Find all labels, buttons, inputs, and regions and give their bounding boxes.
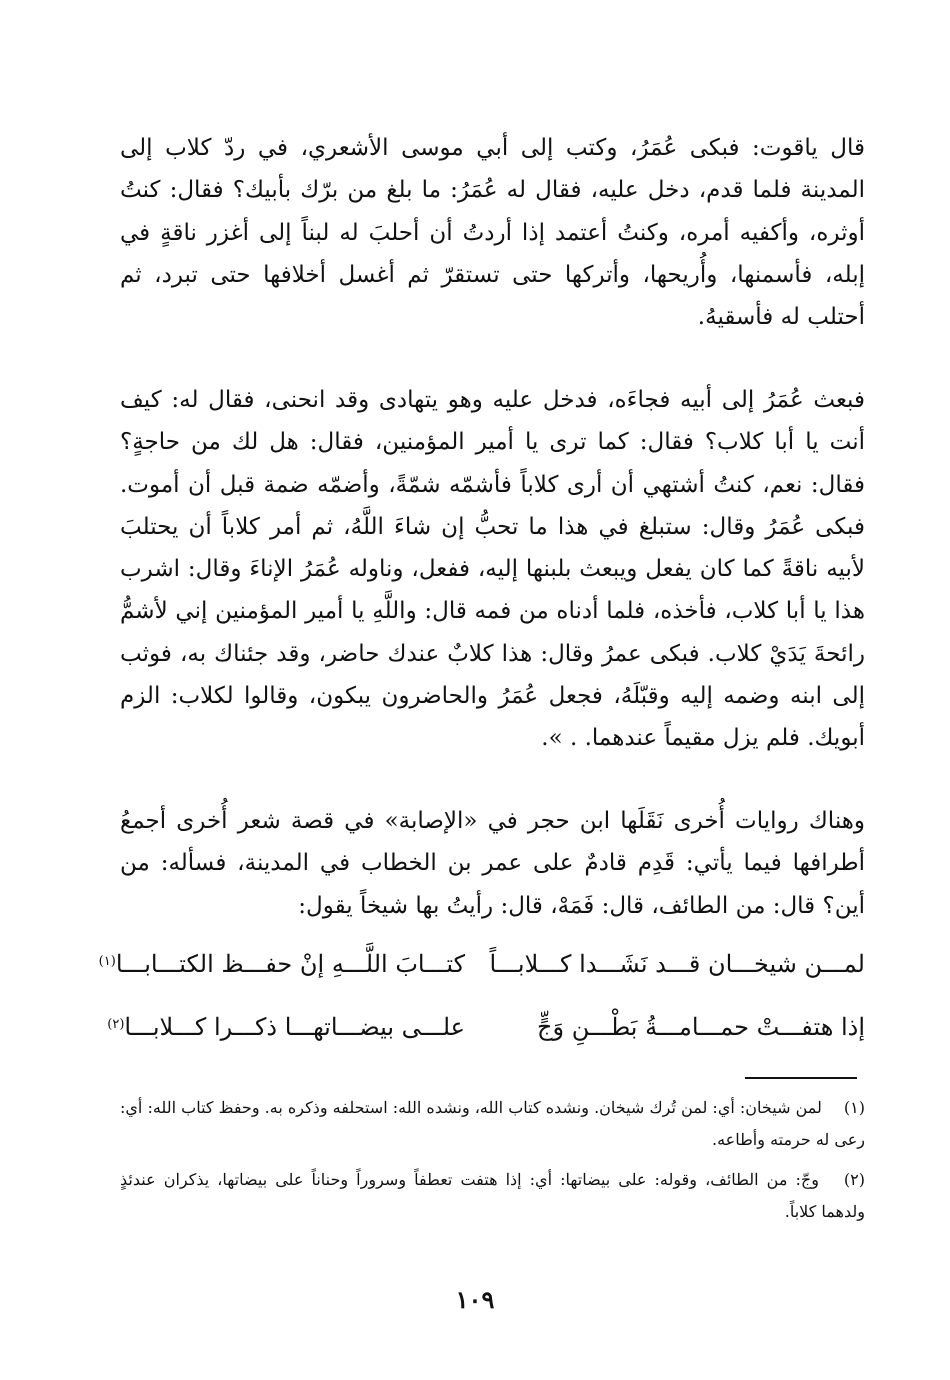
footnote-1-number: (١) (843, 1098, 865, 1117)
verse-1-second-hemistich: كتـــابَ اللَّـــهِ إنْ حفـــظ الكتـــابـــا$^{(١)}$ (98, 950, 465, 978)
footnote-marker-1: (١) (98, 954, 116, 969)
verse-2-first-hemistich: إذا هتفـــتْ حمـــامـــةُ بَطْـــنِ وَجٍّ (537, 1013, 865, 1041)
footnote-2-text: وجّ: من الطائف، وقوله: على بيضاتها: أي: إذا هتفت تعطفاً وسروراً وحناناً على بيضاتها، يذكران عندئذٍ ولدهما كلاباً. (120, 1170, 865, 1221)
verse-1-first-hemistich: لمـــن شيخـــان قـــد نَشَـــدا كـــلابـــاً (489, 950, 865, 978)
footnote-marker-2: (٢) (107, 1017, 125, 1032)
verse-2-second-hemistich: علـــى بيضـــاتهـــا ذكـــرا كـــلابـــا$^{(٢)}$ (107, 1013, 465, 1041)
footnote-1 (120, 1092, 865, 1156)
paragraph-yaqut-narration: قال ياقوت: فبكى عُمَرُ، وكتب إلى أبي موسى الأشعري، في ردّ كلاب إلى المدينة فلما قدم، دخل عليه، فقال له عُمَرُ: ما بلغ من برّك بأبيك؟ فقال: كنتُ أوثره، وأكفيه أمره، وكنتُ أعتمد إذا أردتُ أن أحلبَ له لبناً إلى أغزر ناقةٍ في إبله، فأسمنها، وأُريحها، وأتركها حتى تستقرّ ثم أغسل أخلافها حتى تبرد، ثم أحتلب له فأسقيهُ. (120, 135, 865, 331)
paragraph-father-visit: فبعث عُمَرُ إلى أبيه فجاءَه، فدخل عليه وهو يتهادى وقد انحنى، فقال له: كيف أنت يا أبا كلاب؟ فقال: كما ترى يا أمير المؤمنين، فقال: هل لك من حاجةٍ؟ فقال: نعم، كنتُ أشتهي أن أرى كلاباً فأشمّه شمّةً، وأضمّه ضمة قبل أن أموت. فبكى عُمَرُ وقال: ستبلغ في هذا ما تحبُّ إن شاءَ اللَّهُ، ثم أمر كلاباً أن يحتلبَ لأبيه ناقةً كما كان يفعل ويبعث بلبنها إليه، ففعل، وناوله عُمَرُ الإناءَ وقال: اشرب هذا يا أبا كلاب، فأخذه، فلما أدناه من فمه قال: واللَّهِ يا أمير المؤمنين إني لأشمُّ رائحةَ يَدَيْ كلاب. فبكى عمرُ وقال: هذا كلابٌ عندك حاضر، وقد جئناك به، فوثب إلى ابنه وضمه إليه وقبّلَهُ، فجعل عُمَرُ والحاضرون يبكون، وقالوا لكلاب: الزم أبويك. فلم يزل مقيماً عندهما. . ». (120, 387, 865, 752)
footnote-2 (120, 1164, 865, 1228)
poem-verse-1 (98, 944, 865, 984)
paragraph-other-narrations: وهناك روايات أُخرى نَقَلَها ابن حجر في «الإصابة» في قصة شعر أُخرى أجمعُ أطرافها فيما يأتي: قَدِم قادمٌ على عمر بن الخطاب في المدينة، فسأله: من أين؟ قال: من الطائف، قال: فَمَهْ، قال: رأيتُ بها شيخاً يقول: (120, 808, 865, 919)
footnote-separator (745, 1077, 857, 1079)
footnote-1-text: لمن شيخان: أي: لمن تُرك شيخان. ونشده كتاب الله، ونشده الله: استحلفه وذكره به. وحفظ كتاب الله: أي: رعى له حرمته وأطاعه. (120, 1098, 865, 1149)
poem-verse-2 (107, 1007, 865, 1047)
footnote-2-number: (٢) (843, 1170, 866, 1189)
page-number: ١٠٩ (455, 1285, 495, 1314)
